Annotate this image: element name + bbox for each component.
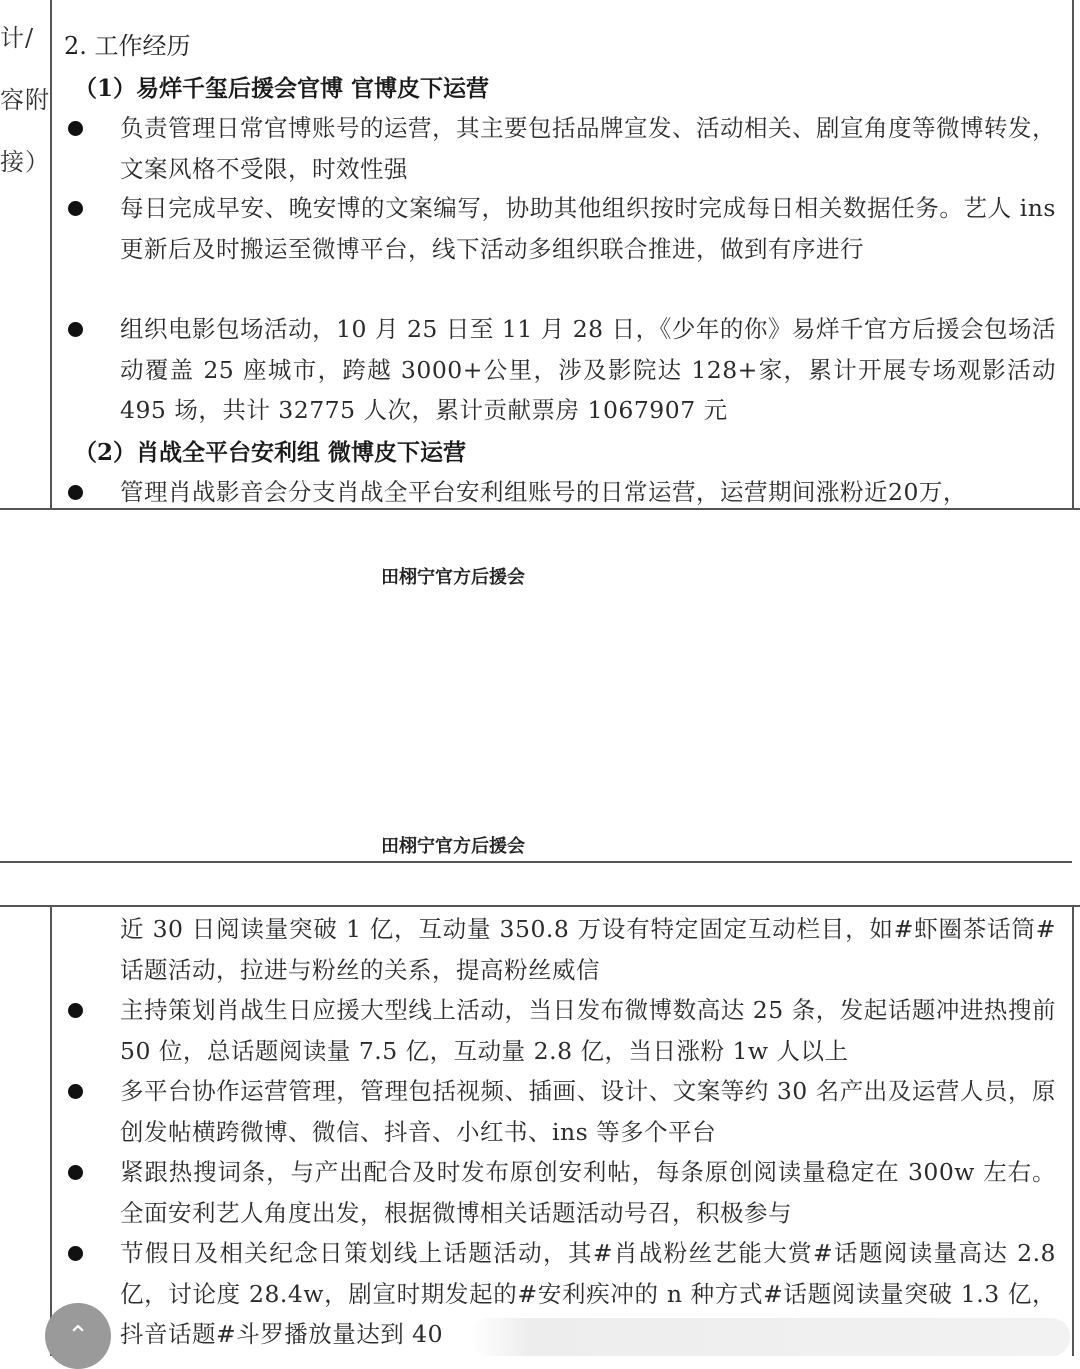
list-item-text: 多平台协作运营管理，管理包括视频、插画、设计、文案等约 30 名产出及运营人员，原创发帖横跨微博、微信、抖音、小红书、ins 等多个平台 xyxy=(120,1077,1056,1146)
list-item-text: 负责管理日常官博账号的运营，其主要包括品牌宣发、活动相关、剧宣角度等微博转发，文案风格不受限，时效性强 xyxy=(120,114,1056,183)
bullet-icon xyxy=(68,121,83,136)
bullet-icon xyxy=(68,322,83,337)
table-left-border xyxy=(50,905,52,1356)
bullet-icon xyxy=(68,201,83,216)
subsection-title: （1）易烊千玺后援会官博 官博皮下运营 xyxy=(74,75,490,102)
subsection-title: （2）肖战全平台安利组 微博皮下运营 xyxy=(74,439,467,466)
work-experience-content-continued xyxy=(64,905,1056,1356)
section-heading: 2. 工作经历 xyxy=(64,32,191,60)
document-bottom-section xyxy=(0,905,1080,1356)
watermark-text: 田栩宁官方后援会 xyxy=(381,567,525,588)
side-label: 接） xyxy=(0,148,50,176)
page-divider xyxy=(0,861,1072,863)
bullet-icon xyxy=(68,1165,83,1180)
bullet-icon xyxy=(68,1003,83,1018)
list-item-text: 每日完成早安、晚安博的文案编写，协助其他组织按时完成每日相关数据任务。艺人 ins 更新后及时搬运至微博平台，线下活动多组织联合推进，做到有序进行 xyxy=(120,194,1056,263)
list-item-text: 主持策划肖战生日应援大型线上活动，当日发布微博数高达 25 条，发起话题冲进热搜前 50 位，总话题阅读量 7.5 亿，互动量 2.8 亿，当日涨粉 1w 人以上 xyxy=(120,996,1056,1065)
blurred-overlay xyxy=(470,1318,1070,1356)
bullet-icon xyxy=(68,1246,83,1261)
chevron-up-icon: ⌃ xyxy=(67,1321,89,1351)
watermark-text: 田栩宁官方后援会 xyxy=(381,836,525,857)
table-right-border xyxy=(1072,0,1074,510)
table-left-border xyxy=(50,0,52,510)
list-item-text: 组织电影包场活动，10 月 25 日至 11 月 28 日，《少年的你》易烊千官方后援会包场活动覆盖 25 座城市，跨越 3000+公里，涉及影院达 128+家，累计开展专场观影活动 495 场，共计 32775 人次，累计贡献票房 1067907 元 xyxy=(120,315,1056,424)
bullet-icon xyxy=(68,1084,83,1099)
work-experience-content xyxy=(64,0,1056,510)
table-right-border xyxy=(1072,905,1074,1356)
list-item-text-main: 节假日及相关纪念日策划线上话题活动，其#肖战粉丝艺能大赏#话题阅读量高达 2.8 亿，讨论度 28.4w，剧宣时期发起的#安利疾冲的 n 种方式#话题阅读量突破 1.3 亿，抖音话题#斗罗 xyxy=(120,1239,1056,1348)
document-top-section xyxy=(0,0,1080,510)
list-item-text: 近 30 日阅读量突破 1 亿，互动量 350.8 万设有特定固定互动栏目，如#虾圈茶话筒#话题活动，拉进与粉丝的关系，提高粉丝威信 xyxy=(120,915,1056,984)
list-item-text-tail: 播放量达到 40 xyxy=(284,1320,444,1348)
side-label: 容附 xyxy=(0,86,50,114)
bullet-icon xyxy=(68,485,83,500)
list-item-text: 管理肖战影音会分支肖战全平台安利组账号的日常运营，运营期间涨粉近20万， xyxy=(120,478,967,506)
scroll-to-top-button[interactable] xyxy=(45,1303,111,1369)
list-item-text: 紧跟热搜词条，与产出配合及时发布原创安利帖，每条原创阅读量稳定在 300w 左右。全面安利艺人角度出发，根据微博相关话题活动号召，积极参与 xyxy=(120,1158,1056,1227)
side-label: 计/ xyxy=(0,24,35,52)
